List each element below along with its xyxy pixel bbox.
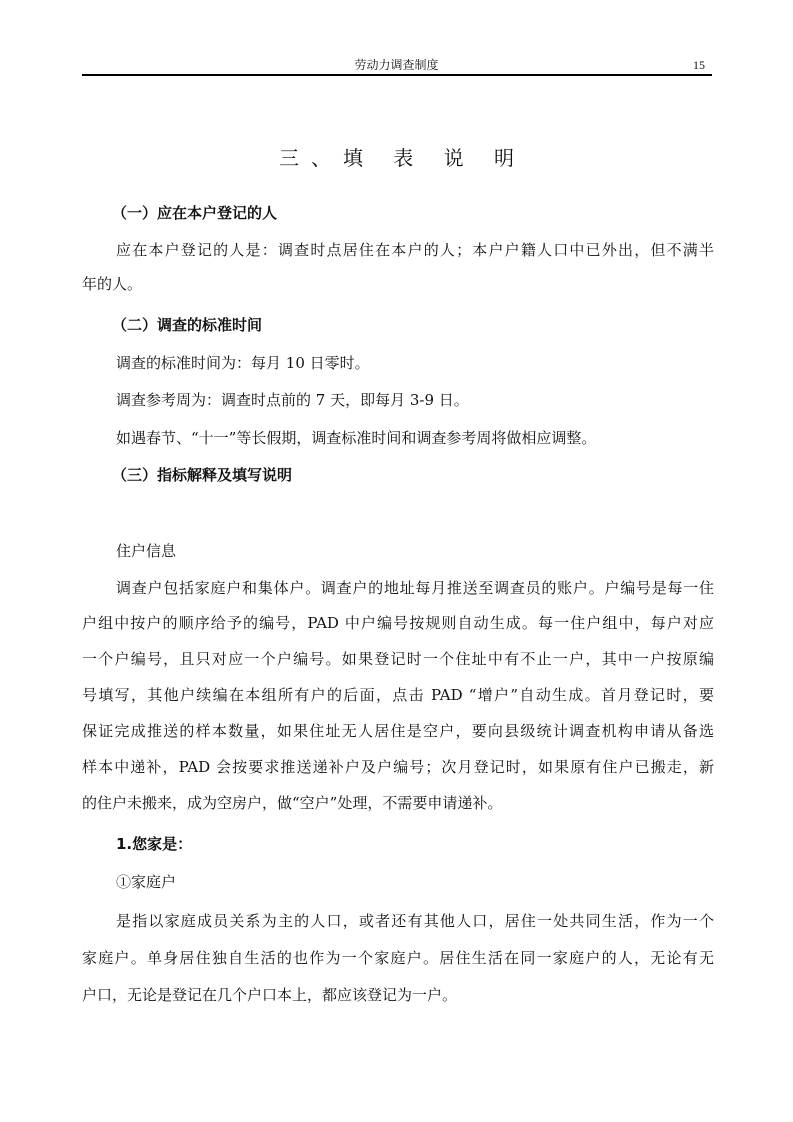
paragraph-line: 应在本户登记的人是：调查时点居住在本户的人；本户户籍人口中已外出，但不满半 xyxy=(116,241,714,259)
paragraph-line: 样本中递补，PAD 会按要求推送递补户及户编号；次月登记时，如果原有住户已搬走，新 xyxy=(82,758,714,776)
question-household-type: 1.您家是： xyxy=(116,835,193,853)
paragraph-line: 户口，无论是登记在几个户口本上，都应该登记为一户。 xyxy=(82,986,458,1004)
paragraph-line: 号填写，其他户续编在本组所有户的后面，点击 PAD “增户”自动生成。首月登记时，要 xyxy=(82,686,714,704)
heading-indicator-explanation: （三）指标解释及填写说明 xyxy=(112,466,293,484)
header-title: 劳动力调查制度 xyxy=(354,58,439,72)
paragraph-line: 年的人。 xyxy=(82,275,143,293)
paragraph-line: 家庭户。单身居住独自生活的也作为一个家庭户。居住生活在同一家庭户的人，无论有无 xyxy=(82,949,714,967)
section-title: 三、填 表 说 明 xyxy=(278,146,527,170)
paragraph-line: 的住户未搬来，成为空房户，做“空户”处理，不需要申请递补。 xyxy=(82,794,503,812)
paragraph-line: 户组中按户的顺序给予的编号，PAD 中户编号按规则自动生成。每一住户组中，每户对应 xyxy=(82,614,714,632)
paragraph-line: 保证完成推送的样本数量，如果住址无人居住是空户，要向县级统计调查机构申请从备选 xyxy=(82,722,714,740)
heading-standard-time: （二）调查的标准时间 xyxy=(112,316,263,334)
header-divider xyxy=(82,74,712,76)
paragraph-line: 一个户编号，且只对应一个户编号。如果登记时一个住址中有不止一户，其中一户按原编 xyxy=(82,650,714,668)
paragraph-line: 是指以家庭成员关系为主的人口，或者还有其他人口，居住一处共同生活，作为一个 xyxy=(116,912,714,930)
heading-registered-persons: （一）应在本户登记的人 xyxy=(112,204,278,222)
subheading-household-info: 住户信息 xyxy=(116,542,177,560)
option-family-household: ①家庭户 xyxy=(116,873,177,891)
page-number: 15 xyxy=(693,58,705,72)
paragraph-line: 如遇春节、“十一”等长假期，调查标准时间和调查参考周将做相应调整。 xyxy=(116,429,597,447)
paragraph-line: 调查参考周为：调查时点前的 7 天，即每月 3-9 日。 xyxy=(116,391,469,409)
paragraph-line: 调查的标准时间为：每月 10 日零时。 xyxy=(116,354,370,372)
paragraph-line: 调查户包括家庭户和集体户。调查户的地址每月推送至调查员的账户。户编号是每一住 xyxy=(116,579,714,597)
